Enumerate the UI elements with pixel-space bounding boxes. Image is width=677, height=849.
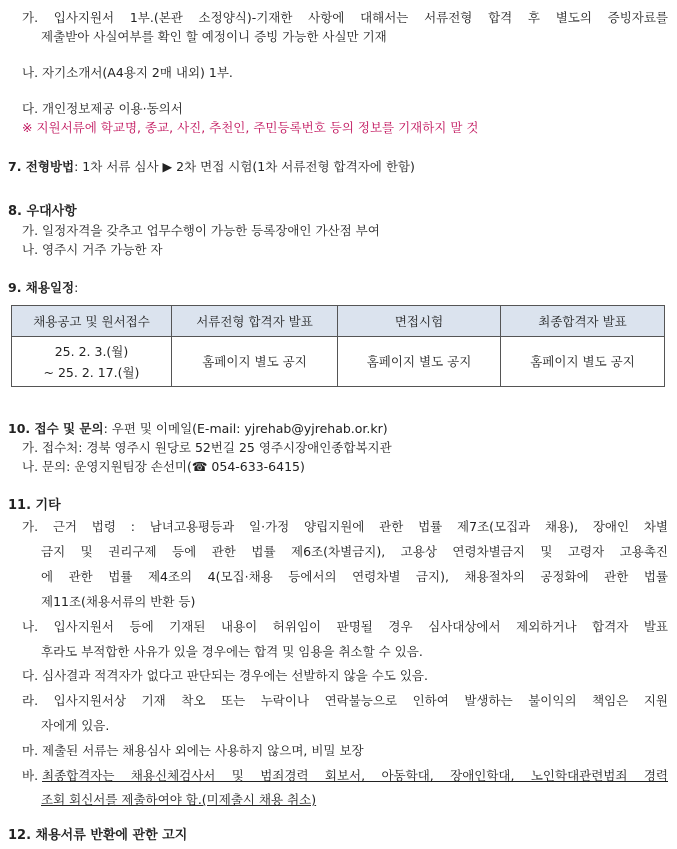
schedule-cell-final-result: 홈페이지 별도 공지 xyxy=(501,337,665,387)
s11-item-ba-text1: 최종합격자는 채용신체검사서 및 범죄경력 회보서, 아동학대, 장애인학대, 노인학대관련범죄 경력 xyxy=(42,768,668,783)
schedule-header-row xyxy=(12,306,665,337)
s8-item-na: 나. 영주시 거주 가능한 자 xyxy=(22,242,163,257)
s11-item-ra-line1: 라. 입사지원서상 기재 착오 또는 누락이나 연락불능으로 인하여 발생하는 불이익의 책임은 지원 xyxy=(22,693,668,708)
schedule-data-row xyxy=(12,337,665,387)
s9-line xyxy=(8,279,78,296)
s11-title: 11. 기타 xyxy=(8,498,61,513)
s11-item-na-line1: 나. 입사지원서 등에 기재된 내용이 허위임이 판명될 경우 심사대상에서 제외하거나 합격자 발표 xyxy=(22,619,668,634)
s9-colon: : xyxy=(74,280,79,295)
s7-title: 7. 전형방법 xyxy=(8,159,75,174)
s6-warning-note: ※ 지원서류에 학교명, 종교, 사진, 추천인, 주민등록번호 등의 정보를 기재하지 말 것 xyxy=(22,120,479,135)
s9-title: 9. 채용일정 xyxy=(8,280,75,295)
s10-title: 10. 접수 및 문의 xyxy=(8,421,104,436)
s11-item-ra-line2: 자에게 있음. xyxy=(41,718,110,733)
s7-line xyxy=(8,158,415,175)
s10-line xyxy=(8,420,388,437)
schedule-cell-document-result: 홈페이지 별도 공지 xyxy=(172,337,338,387)
s11-item-ba-prefix: 바. xyxy=(22,768,43,783)
s10-item-ga: 가. 접수처: 경북 영주시 원당로 52번길 25 영주시장애인종합복지관 xyxy=(22,440,392,455)
s11-item-ma: 마. 제출된 서류는 채용심사 외에는 사용하지 않으며, 비밀 보장 xyxy=(22,743,364,758)
s11-item-ga-line2: 금지 및 권리구제 등에 관한 법률 제6조(차별금지), 고용상 연령차별금지 및 고령자 고용촉진 xyxy=(41,544,668,559)
s6-item-da: 다. 개인정보제공 이용·동의서 xyxy=(22,101,183,116)
schedule-cell-application-period xyxy=(12,337,172,387)
schedule-date-start: 25. 2. 3.(월) xyxy=(54,343,129,359)
s11-item-ga-line3: 에 관한 법률 제4조의 4(모집·채용 등에서의 연령차별 금지), 채용절차의 공정화에 관한 법률 xyxy=(41,569,668,584)
s6-item-na: 나. 자기소개서(A4용지 2매 내외) 1부. xyxy=(22,65,233,80)
s10-item-na: 나. 문의: 운영지원팀장 손선미(☎ 054-633-6415) xyxy=(22,459,305,474)
s11-item-ba-line2: 조회 회신서를 제출하여야 함.(미제출시 채용 취소) xyxy=(41,792,317,807)
s11-item-da: 다. 심사결과 적격자가 없다고 판단되는 경우에는 선발하지 않을 수도 있음. xyxy=(22,668,428,683)
s8-title: 8. 우대사항 xyxy=(8,204,77,219)
schedule-header-cell: 최종합격자 발표 xyxy=(501,306,665,337)
schedule-cell-interview: 홈페이지 별도 공지 xyxy=(338,337,501,387)
s10-body: : 우편 및 이메일(E-mail: yjrehab@yjrehab.or.kr) xyxy=(103,421,388,436)
s11-item-ga-line1: 가. 근거 법령 : 남녀고용평등과 일·가정 양립지원에 관한 법률 제7조(모집과 채용), 장애인 차별 xyxy=(22,519,668,534)
s12-title: 12. 채용서류 반환에 관한 고지 xyxy=(8,828,188,843)
schedule-header-cell: 서류전형 합격자 발표 xyxy=(172,306,338,337)
schedule-header-cell: 면접시험 xyxy=(338,306,501,337)
s6-item-ga-line2: 제출받아 사실여부를 확인 할 예정이니 증빙 가능한 사실만 기재 xyxy=(41,29,387,44)
s11-item-na-line2: 후라도 부적합한 사유가 있을 경우에는 합격 및 임용을 취소할 수 있음. xyxy=(41,644,423,659)
s11-item-ga-line4: 제11조(채용서류의 반환 등) xyxy=(41,594,196,609)
schedule-date-end: ~ 25. 2. 17.(월) xyxy=(43,364,140,380)
s8-item-ga: 가. 일정자격을 갖추고 업무수행이 가능한 등록장애인 가산점 부여 xyxy=(22,223,380,238)
s6-item-ga-line1: 가. 입사지원서 1부.(본관 소정양식)-기재한 사항에 대해서는 서류전형 합격 후 별도의 증빙자료를 xyxy=(22,10,668,25)
schedule-header-cell: 채용공고 및 원서접수 xyxy=(12,306,172,337)
schedule-table xyxy=(11,305,665,387)
s7-body: : 1차 서류 심사 ▶ 2차 면접 시험(1차 서류전형 합격자에 한함) xyxy=(74,159,415,174)
s11-item-ba-line1 xyxy=(22,767,668,784)
